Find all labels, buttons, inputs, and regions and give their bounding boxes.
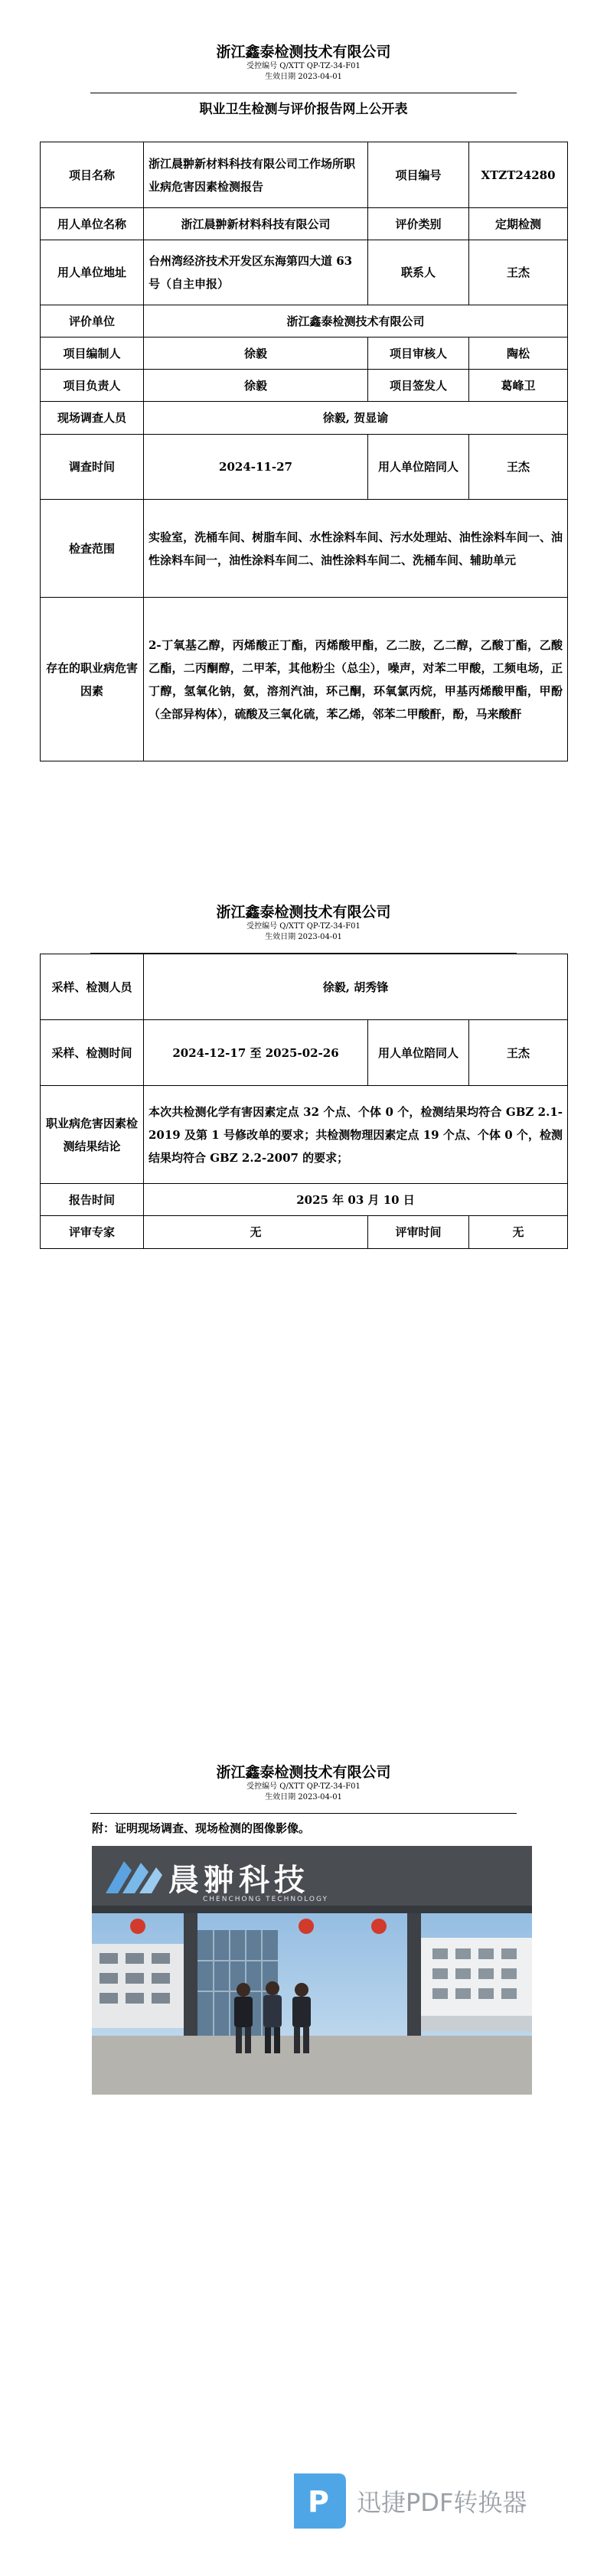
watermark-graphic bbox=[289, 2470, 557, 2532]
scope-value: 实验室，洗桶车间、树脂车间、水性涂料车间、污水处理站、油性涂料车间一、油性涂料车间一，油性涂料车间二、油性涂料车间二、洗桶车间、辅助单元 bbox=[144, 500, 568, 598]
table-cell: 项目编制人 bbox=[41, 337, 144, 370]
canopy-edge bbox=[92, 1906, 532, 1913]
table-row bbox=[41, 402, 568, 435]
table-row bbox=[41, 1216, 568, 1249]
table-cell: 用人单位地址 bbox=[41, 240, 144, 305]
survey-staff-value: 徐毅, 贺显谕 bbox=[144, 402, 568, 435]
address-value: 台州湾经济技术开发区东海第四大道 63 号（自主申报） bbox=[144, 240, 368, 305]
table-row bbox=[41, 370, 568, 402]
table-cell: 评价单位 bbox=[41, 305, 144, 337]
page-header bbox=[0, 903, 607, 943]
gate-sign-cn: 晨翀科技 bbox=[168, 1863, 309, 1898]
table-cell: 项目编号 bbox=[368, 142, 469, 208]
issuer-value: 葛峰卫 bbox=[469, 370, 568, 402]
table-cell: 采样、检测人员 bbox=[41, 954, 144, 1020]
compiler-value: 徐毅 bbox=[144, 337, 368, 370]
lantern bbox=[299, 1919, 314, 1934]
document-title: 职业卫生检测与评价报告网上公开表 bbox=[199, 102, 408, 117]
page-header bbox=[0, 43, 607, 83]
table-row bbox=[41, 208, 568, 240]
left-building-windows bbox=[100, 1953, 170, 2004]
leader-value: 徐毅 bbox=[144, 370, 368, 402]
table-cell: 项目负责人 bbox=[41, 370, 144, 402]
table-row bbox=[41, 1086, 568, 1184]
table-cell: 评审专家 bbox=[41, 1216, 144, 1249]
eval-type-value: 定期检测 bbox=[469, 208, 568, 240]
table-row bbox=[41, 435, 568, 500]
ground bbox=[92, 2036, 532, 2095]
accompany-value: 王杰 bbox=[469, 1020, 568, 1086]
sample-time-value: 2024-12-17 至 2025-02-26 bbox=[144, 1020, 368, 1086]
contact-value: 王杰 bbox=[469, 240, 568, 305]
company-name: 浙江鑫泰检测技术有限公司 bbox=[216, 44, 391, 60]
table-row bbox=[41, 598, 568, 761]
table-cell: 现场调查人员 bbox=[41, 402, 144, 435]
lantern bbox=[371, 1919, 387, 1934]
table-row bbox=[41, 240, 568, 305]
company-name: 浙江鑫泰检测技术有限公司 bbox=[216, 904, 391, 921]
effective-date: 生效日期 2023-04-01 bbox=[265, 1793, 342, 1802]
table-row bbox=[41, 1184, 568, 1216]
site-photo bbox=[92, 1846, 532, 2095]
report-info-table-2 bbox=[40, 954, 568, 1249]
control-number: 受控编号 Q/XTT QP-TZ-34-F01 bbox=[246, 62, 361, 70]
accompany-value: 王杰 bbox=[469, 435, 568, 500]
page-1 bbox=[0, 0, 607, 860]
table-cell: 报告时间 bbox=[41, 1184, 144, 1216]
pdf-converter-watermark bbox=[289, 2470, 557, 2532]
page-header bbox=[0, 1763, 607, 1803]
survey-time-value: 2024-11-27 bbox=[144, 435, 368, 500]
table-cell: 评审时间 bbox=[368, 1216, 469, 1249]
table-cell: 联系人 bbox=[368, 240, 469, 305]
result-conclusion-value: 本次共检测化学有害因素定点 32 个点、个体 0 个，检测结果均符合 GBZ 2.1-2019 及第 1 号修改单的要求；共检测物理因素定点 19 个点、个体 0 个，检测结果均符合 GBZ 2.2-2007 的要求； bbox=[144, 1086, 568, 1184]
table-cell: 用人单位名称 bbox=[41, 208, 144, 240]
table-cell: 检查范围 bbox=[41, 500, 144, 598]
table-cell: 项目签发人 bbox=[368, 370, 469, 402]
table-cell: 项目审核人 bbox=[368, 337, 469, 370]
table-row bbox=[41, 954, 568, 1020]
header-rule bbox=[90, 1813, 517, 1814]
table-row bbox=[41, 305, 568, 337]
site-photo-image bbox=[92, 1846, 532, 2095]
report-info-table-1 bbox=[40, 142, 568, 761]
pdf-logo-letter: P bbox=[308, 2485, 329, 2519]
gate-pillar-left bbox=[184, 1913, 197, 2036]
report-time-value: 2025 年 03 月 10 日 bbox=[144, 1184, 568, 1216]
hazards-value: 2-丁氧基乙醇，丙烯酸正丁酯，丙烯酸甲酯，乙二胺，乙二醇，乙酸丁酯，乙酸乙酯，二丙酮醇，二甲苯，其他粉尘（总尘），噪声，对苯二甲酸，工频电场，正丁醇，氢氧化钠，氨，溶剂汽油，环己酮，环氧氯丙烷，甲基丙烯酸甲酯，甲酚（全部异构体），硫酸及三氧化硫，苯乙烯，邻苯二甲酸酐，酚，马来酸酐 bbox=[144, 598, 568, 761]
table-cell: 用人单位陪同人 bbox=[368, 435, 469, 500]
effective-date: 生效日期 2023-04-01 bbox=[265, 73, 342, 81]
project-number-value: XTZT24280 bbox=[469, 142, 568, 208]
table-row bbox=[41, 337, 568, 370]
gate-pillar-right bbox=[407, 1913, 421, 2036]
table-cell: 评价类别 bbox=[368, 208, 469, 240]
gate-sign-en: CHENCHONG TECHNOLOGY bbox=[203, 1896, 329, 1903]
table-cell: 存在的职业病危害因素 bbox=[41, 598, 144, 761]
eval-unit-value: 浙江鑫泰检测技术有限公司 bbox=[144, 305, 568, 337]
table-row bbox=[41, 142, 568, 208]
review-time-value: 无 bbox=[469, 1216, 568, 1249]
table-cell: 调查时间 bbox=[41, 435, 144, 500]
expert-value: 无 bbox=[144, 1216, 368, 1249]
page-2 bbox=[0, 860, 607, 1720]
company-name: 浙江鑫泰检测技术有限公司 bbox=[216, 1764, 391, 1781]
control-number: 受控编号 Q/XTT QP-TZ-34-F01 bbox=[246, 922, 361, 931]
watermark-text: 迅捷PDF转换器 bbox=[357, 2488, 527, 2517]
lantern bbox=[130, 1919, 145, 1934]
table-cell: 用人单位陪同人 bbox=[368, 1020, 469, 1086]
attachment-note: 附：证明现场调查、现场检测的图像影像。 bbox=[92, 1821, 311, 1835]
fence bbox=[421, 2016, 532, 2031]
employer-value: 浙江晨翀新材料科技有限公司 bbox=[144, 208, 368, 240]
table-row bbox=[41, 500, 568, 598]
table-cell: 采样、检测时间 bbox=[41, 1020, 144, 1086]
control-number: 受控编号 Q/XTT QP-TZ-34-F01 bbox=[246, 1782, 361, 1791]
table-row bbox=[41, 1020, 568, 1086]
reviewer-value: 陶松 bbox=[469, 337, 568, 370]
table-cell: 项目名称 bbox=[41, 142, 144, 208]
sampler-value: 徐毅, 胡秀锋 bbox=[144, 954, 568, 1020]
project-name-value: 浙江晨翀新材料科技有限公司工作场所职业病危害因素检测报告 bbox=[144, 142, 368, 208]
effective-date: 生效日期 2023-04-01 bbox=[265, 933, 342, 941]
table-cell: 职业病危害因素检测结果结论 bbox=[41, 1086, 144, 1184]
